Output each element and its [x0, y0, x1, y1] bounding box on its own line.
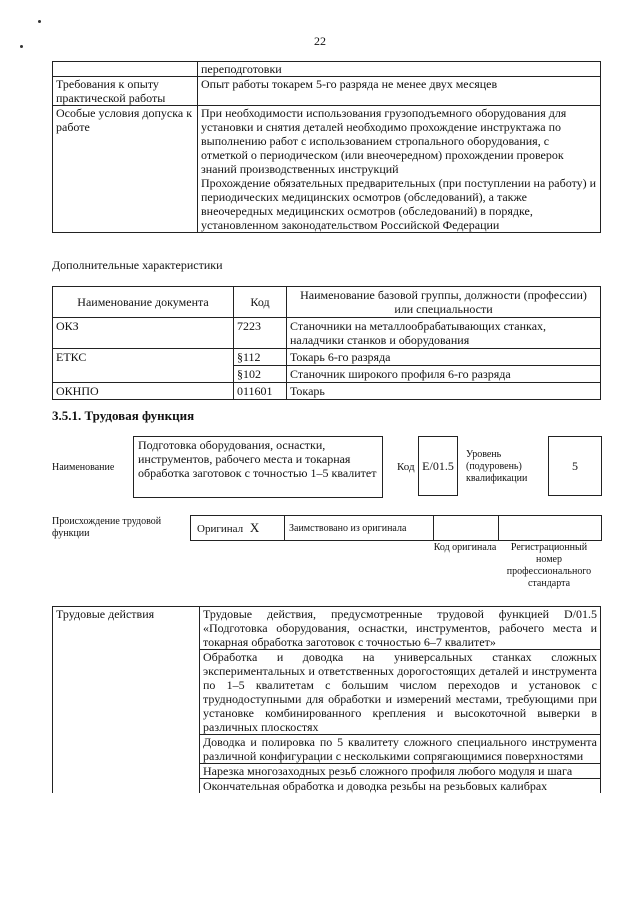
table-row [53, 62, 601, 77]
original-mark: X [249, 520, 260, 535]
characteristics-table [52, 286, 601, 400]
header-name: Наименование базовой группы, должности (профессии) или специальности [287, 287, 601, 318]
action-item: Доводка и полировка по 5 квалитету сложного специального инструмента различной конфигурации с несколькими сопрягающимися поверхностями [200, 735, 601, 764]
cell-code: §102 [234, 366, 287, 383]
header-code: Код [234, 287, 287, 318]
section-title: 3.5.1. Трудовая функция [52, 408, 195, 423]
row-label [53, 62, 198, 77]
scan-mark [38, 20, 41, 23]
actions-label: Трудовые действия [53, 607, 200, 794]
row-value: Опыт работы токарем 5-го разряда не менее двух месяцев [198, 77, 601, 106]
cell-doc: ОКЗ [53, 318, 234, 349]
cell-code: 7223 [234, 318, 287, 349]
original-label: Оригинал [197, 523, 244, 535]
table-row [53, 77, 601, 106]
table-row [53, 383, 601, 400]
origin-label: Происхождение трудовой функции [52, 516, 162, 539]
header-doc: Наименование документа [53, 287, 234, 318]
special-condition-1: При необходимости использования грузоподъемного оборудования для установки и снятия деталей необходимо прохождение инструктажа по выполнению работ с использованием стропального оборудования, с отметкой о периодическом (или внеочередном) прохождении проверок знаний производственных инструкций [201, 106, 567, 176]
table-row [53, 349, 601, 366]
code-caption: Код оригинала [433, 542, 497, 553]
function-code-box: E/01.5 [418, 436, 458, 496]
level-label: Уровень (подуровень) квалификации [466, 449, 528, 484]
cell-doc: ЕТКС [53, 349, 234, 383]
original-option [197, 521, 259, 536]
row-value: переподготовки [198, 62, 601, 77]
cell-code: 011601 [234, 383, 287, 400]
qualification-table [52, 61, 601, 233]
special-condition-2: Прохождение обязательных предварительных (при поступлении на работу) и периодических медицинских осмотров (обследований), а также внеочередных медицинских осмотров (обследований) в порядке, установленном законодательством Российской Федерации [201, 176, 597, 232]
function-name-box: Подготовка оборудования, оснастки, инструментов, рабочего места и токарная обработка заготовок с точностью 1–5 квалитет [133, 436, 383, 498]
cell-doc: ОКНПО [53, 383, 234, 400]
additional-heading: Дополнительные характеристики [52, 258, 223, 272]
cell-name: Токарь [287, 383, 601, 400]
row-label: Особые условия допуска к работе [53, 106, 198, 233]
cell-name: Станочник широкого профиля 6-го разряда [287, 366, 601, 383]
reg-caption: Регистрационный номер профессионального стандарта [506, 542, 592, 589]
origin-box [190, 515, 602, 541]
table-row [53, 607, 601, 650]
action-item: Обработка и доводка на универсальных станках сложных экспериментальных и ответственных дорогостоящих деталей и инструмента по 1–5 квалитетам с большим числом переходов и установок с труднодоступными для обработки и измерений местами, требующими при установке комбинированного крепления и высокоточной выверки в различных плоскостях [200, 650, 601, 735]
action-item: Нарезка многозаходных резьб сложного профиля любого модуля и шага [200, 764, 601, 779]
borrowed-label: Заимствовано из оригинала [289, 523, 407, 534]
cell-name: Токарь 6-го разряда [287, 349, 601, 366]
actions-table [52, 606, 601, 793]
cell-code: §112 [234, 349, 287, 366]
row-value [198, 106, 601, 233]
code-label: Код [397, 461, 415, 473]
level-box: 5 [548, 436, 602, 496]
action-item: Окончательная обработка и доводка резьбы на резьбовых калибрах [200, 779, 601, 794]
table-row [53, 318, 601, 349]
name-label: Наименование [52, 462, 115, 473]
table-header-row [53, 287, 601, 318]
table-row [53, 106, 601, 233]
page-number: 22 [314, 34, 326, 48]
cell-name: Станочники на металлообрабатывающих станках, наладчики станков и оборудования [287, 318, 601, 349]
row-label: Требования к опыту практической работы [53, 77, 198, 106]
action-item: Трудовые действия, предусмотренные трудовой функцией D/01.5 «Подготовка оборудования, оснастки, инструментов, рабочего места и токарная обработка заготовок с точностью 6–7 квалитет» [200, 607, 601, 650]
